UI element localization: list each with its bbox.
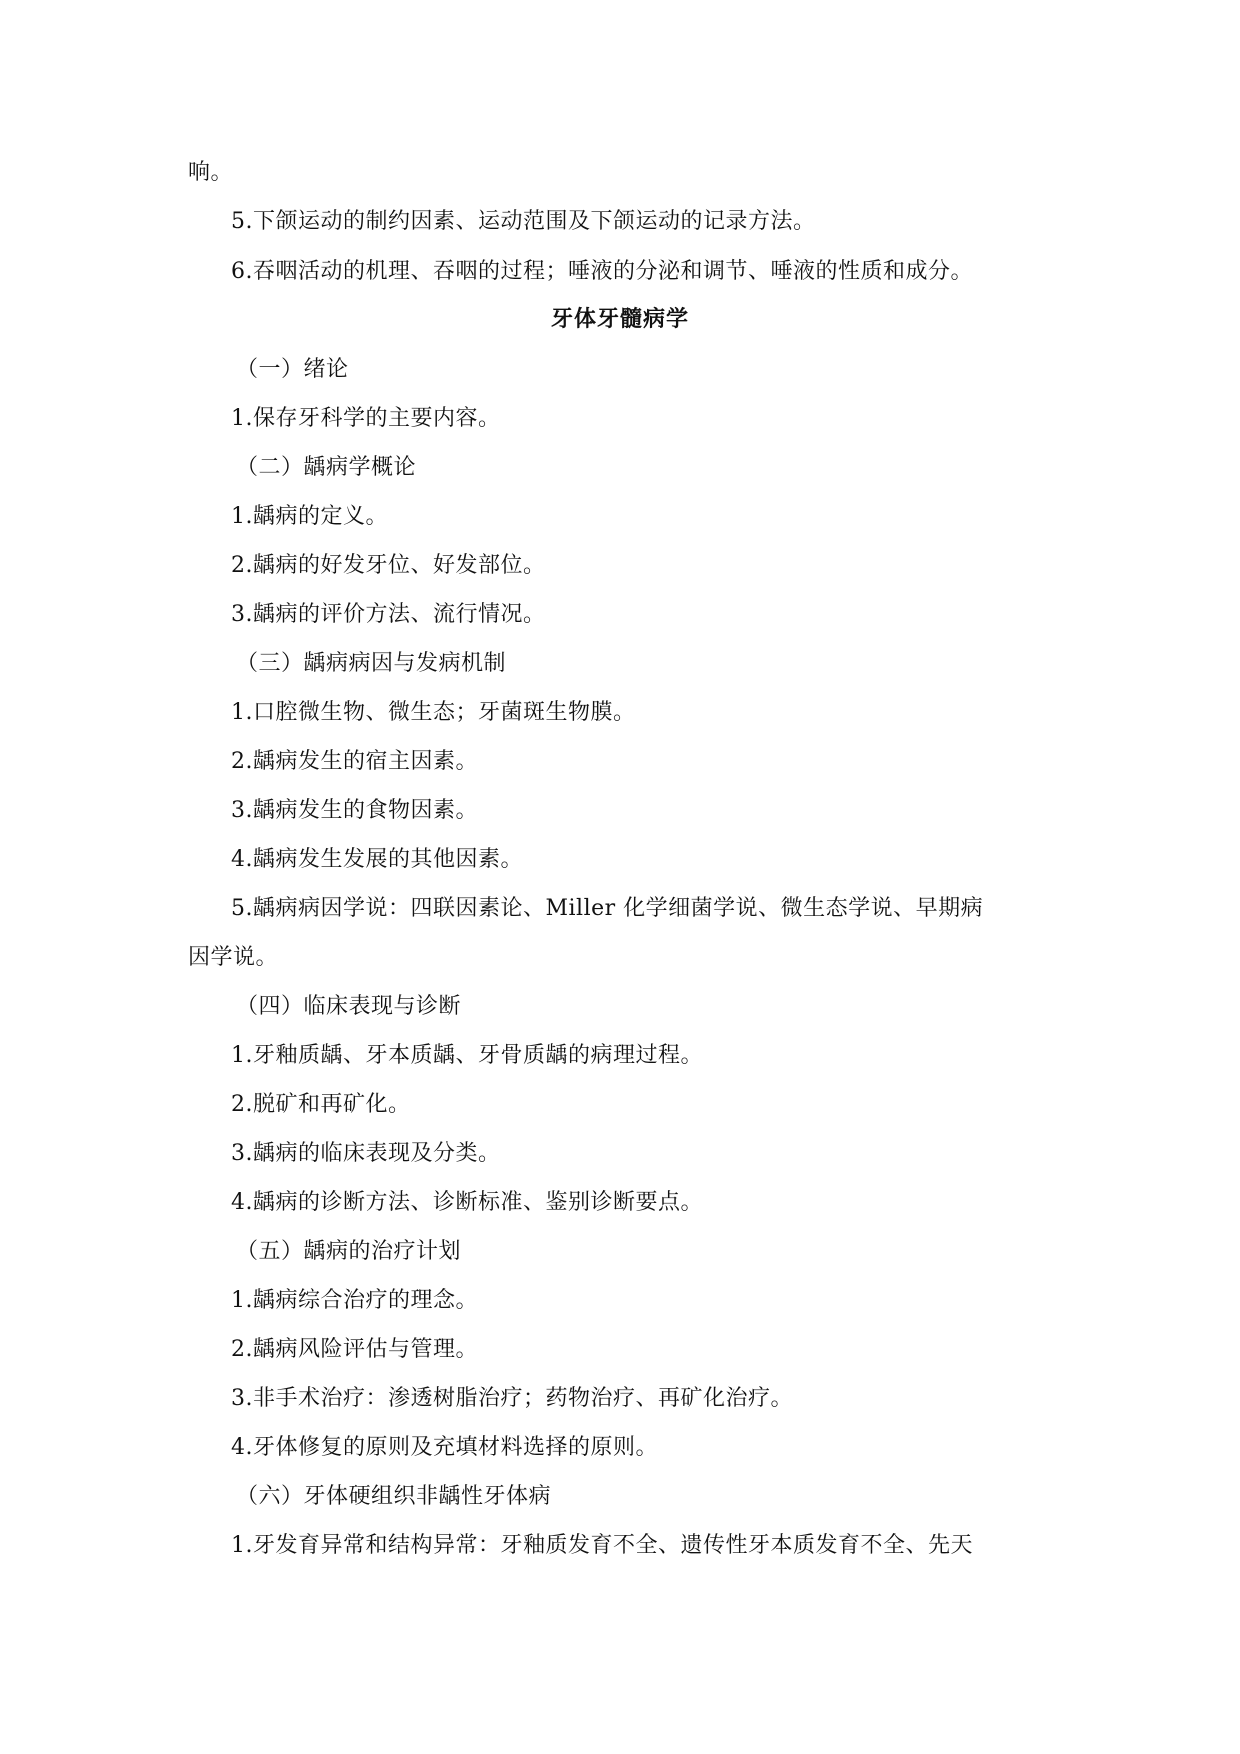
text-line: 5.龋病病因学说：四联因素论、Miller 化学细菌学说、微生态学说、早期病: [231, 896, 984, 921]
text-line: 2.龋病的好发牙位、好发部位。: [231, 553, 546, 578]
text-line: 响。: [188, 160, 234, 185]
text-line: 1.保存牙科学的主要内容。: [231, 406, 501, 431]
subsection-heading: （一）绪论: [236, 357, 349, 382]
text-line: 3.非手术治疗：渗透树脂治疗；药物治疗、再矿化治疗。: [231, 1386, 793, 1411]
text-line: 4.龋病的诊断方法、诊断标准、鉴别诊断要点。: [231, 1190, 703, 1215]
text-line: 4.牙体修复的原则及充填材料选择的原则。: [231, 1435, 658, 1460]
text-line: 3.龋病的评价方法、流行情况。: [231, 602, 546, 627]
text-line: 3.龋病的临床表现及分类。: [231, 1141, 501, 1166]
text-line: 因学说。: [188, 945, 279, 970]
section-title: 牙体牙髓病学: [550, 307, 689, 332]
text-line: 2.龋病发生的宿主因素。: [231, 749, 478, 774]
subsection-heading: （六）牙体硬组织非龋性牙体病: [236, 1484, 552, 1509]
text-line: 1.牙釉质龋、牙本质龋、牙骨质龋的病理过程。: [231, 1043, 703, 1068]
text-line: 6.吞咽活动的机理、吞咽的过程；唾液的分泌和调节、唾液的性质和成分。: [231, 259, 973, 284]
subsection-heading: （三）龋病病因与发病机制: [236, 651, 507, 676]
subsection-heading: （二）龋病学概论: [236, 455, 417, 480]
text-line: 1.牙发育异常和结构异常：牙釉质发育不全、遗传性牙本质发育不全、先天: [231, 1533, 973, 1558]
subsection-heading: （四）临床表现与诊断: [236, 994, 462, 1019]
subsection-heading: （五）龋病的治疗计划: [236, 1239, 462, 1264]
text-line: 1.龋病综合治疗的理念。: [231, 1288, 478, 1313]
text-line: 2.龋病风险评估与管理。: [231, 1337, 478, 1362]
text-line: 5.下颌运动的制约因素、运动范围及下颌运动的记录方法。: [231, 209, 816, 234]
text-line: 2.脱矿和再矿化。: [231, 1092, 411, 1117]
text-line: 3.龋病发生的食物因素。: [231, 798, 478, 823]
text-line: 1.口腔微生物、微生态；牙菌斑生物膜。: [231, 700, 636, 725]
text-line: 1.龋病的定义。: [231, 504, 388, 529]
text-line: 4.龋病发生发展的其他因素。: [231, 847, 523, 872]
